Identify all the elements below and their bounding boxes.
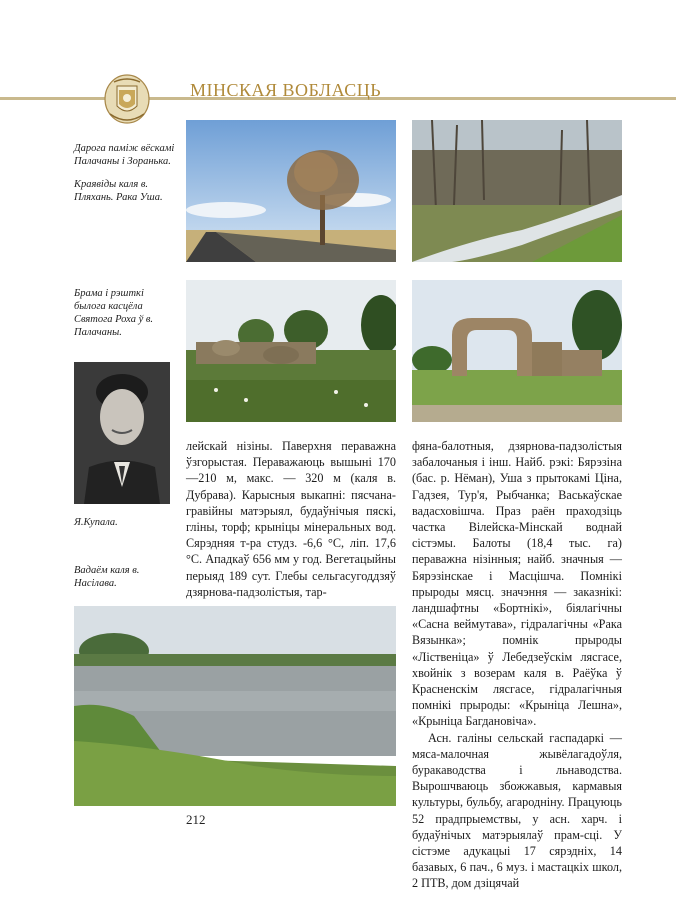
caption-kupala: Я.Купала.: [74, 517, 118, 528]
photo-road-tree: [186, 120, 396, 262]
caption-gate: Брама і рэшткі былога касцёла Святога Роха ў в. Палачаны.: [74, 288, 154, 338]
photo-lake: [74, 606, 396, 806]
text-column-2: [412, 438, 622, 892]
paragraph: фяна-балотныя, дзярнова-падзолістыя забалочаныя і інш. Найб. рэкі: Бярэзіна (бас. р. Нёман), Уша з прытокамі Ціна, Гадзея, Тур'я, Рыбчанка; Васькаўскае вадасховішча. Праз раён праходзіць частка Вілейска-Мінскай воднай сістэмы. Балоты (18,4 тыс. га) пераважна нізінныя; найб. значныя — Бярэзінскае і Масцішча. Помнікі прыроды мясц. значэння — заказнікі: ландшафтны «Бортнікі», біялагічны «Сасна веймутава», гідралагічны «Рака Вязынка»; помнік прыроды «Ліственіца» ў Лебедзеўскім лясгасе, хвойнік з возерам каля в. Раёўка ў Красненскім лясгасе, гідралагічныя помнікі прыроды: «Крыніца Лешна», «Крыніца Багдановіча».: [412, 439, 622, 729]
paragraph: лейскай нізіны. Паверхня пераважна ўзгорыстая. Пераважаюць вышыні 170—210 м, макс. — 320 м (каля в. Дубрава). Карысныя выкапні: пясчана-гравійны матэрыял, будаўнічыя пяскі, гліны, торф; крыніцы мінеральных вод. Сярэдняя т-ра студз. -6,6 °С, ліп. 17,6 °С. Ападкаў 656 мм у год. Вегетацыйны перыяд 189 сут. Глебы сельгасугоддзяў дзярнова-падзолістыя, тар-: [186, 439, 396, 599]
caption-road: Дарога паміж вёскамі Палачаны і Зоранька.: [74, 143, 175, 167]
caption-lake: Вадаём каля в. Насілава.: [74, 565, 140, 589]
paragraph: Асн. галіны сельскай гаспадаркі — мяса-малочная жывёлагадоўля, буракаводства і льнаводства. Вырошчваюць збожжавыя, кармавыя культуры, бульбу, агародніну. Працуюць 52 прадпрыемствы, у асн. харч. і будаўнічых матэрыялаў прам-сці. У сістэме адукацыі 17 сярэдніх, 14 базавых, 6 пач., 6 муз. і мастацкіх школ, 2 ПТВ, дом дзіцячай: [412, 730, 622, 891]
text-column-1: [186, 438, 396, 600]
running-head: МІНСКАЯ ВОБЛАСЦЬ: [190, 80, 382, 100]
caption-usha: Краявіды каля в. Пляхань. Рака Уша.: [74, 179, 163, 203]
photo-church-ruins: [186, 280, 396, 422]
coat-of-arms-icon: [104, 74, 150, 126]
photo-river-usha: [412, 120, 622, 262]
photo-gate-arch: [412, 280, 622, 422]
photo-kupala-portrait: [74, 362, 170, 504]
page-number: 212: [186, 812, 206, 827]
